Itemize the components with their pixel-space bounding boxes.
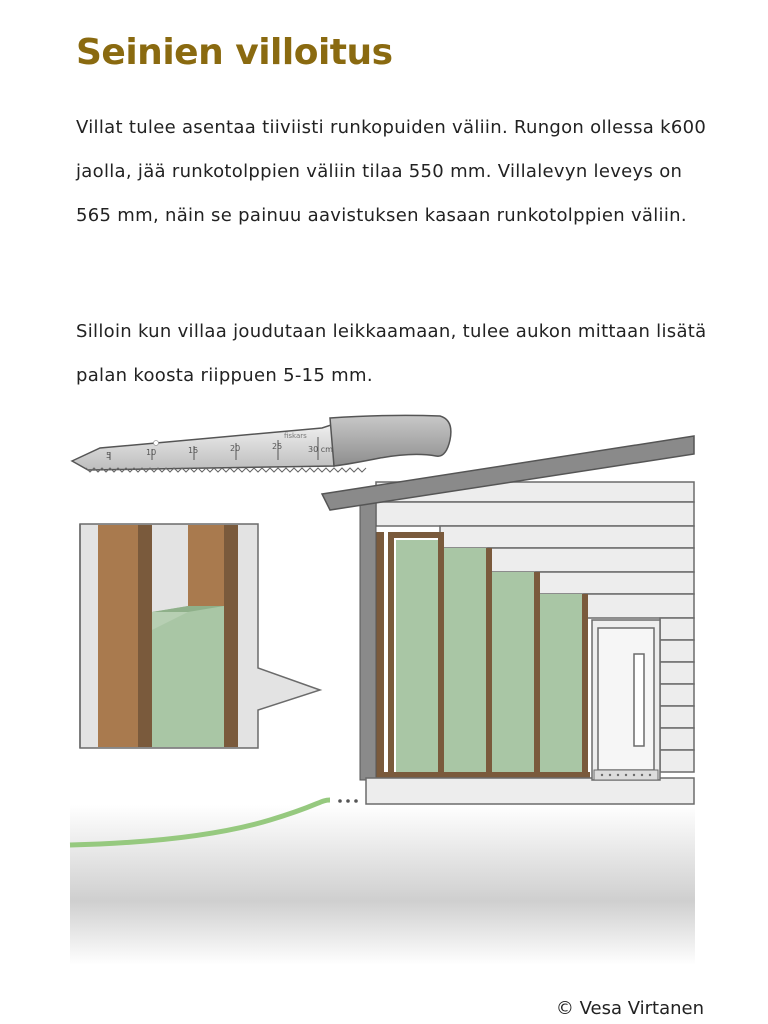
knife-scale-label: 25 (272, 442, 283, 451)
knife-scale-label: 30 cm (308, 445, 333, 454)
knife-brand-logo: fiskars (284, 432, 307, 440)
detail-callout (80, 524, 320, 748)
knife-scale-label: 20 (230, 444, 241, 453)
insulation-knife (72, 415, 451, 472)
knife-scale-label: 15 (188, 446, 199, 455)
page-title: Seinien villoitus (76, 32, 393, 73)
copyright-notice: © Vesa Virtanen (555, 998, 704, 1019)
house-door (592, 620, 660, 780)
paragraph-intro: Villat tulee asentaa tiiviisti runkopuiden väliin. Rungon ollessa k600 jaolla, jää runkotolppien väliin tilaa 550 mm. Villalevyn leveys on 565 mm, näin se painuu aavistuksen kasaan runkotolppien väliin. (76, 117, 707, 226)
ground (70, 799, 695, 965)
paragraph-cutting: Silloin kun villaa joudutaan leikkaamaan, tulee aukon mittaan lisätä palan koosta riippuen 5-15 mm. (76, 321, 707, 386)
knife-scale-label: 10 (146, 448, 157, 457)
knife-scale-label: 5 (106, 451, 112, 460)
